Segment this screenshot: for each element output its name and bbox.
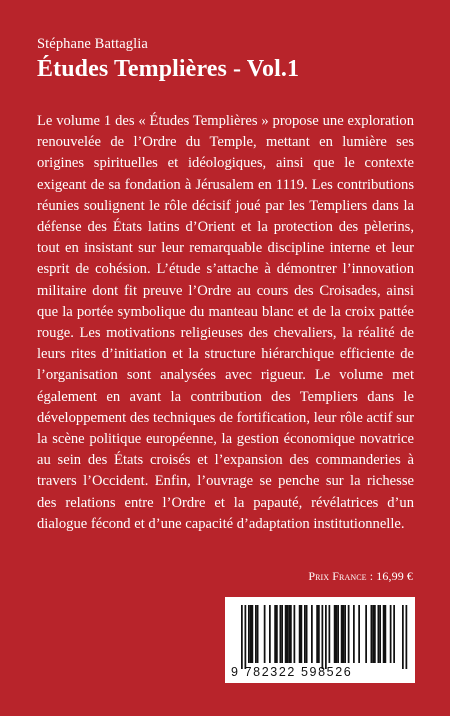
price-separator: : <box>366 569 377 583</box>
barcode-bar <box>318 605 320 663</box>
price-line <box>308 569 413 584</box>
barcode <box>225 597 415 683</box>
barcode-bar <box>257 605 259 663</box>
barcode-bar <box>287 605 289 663</box>
book-summary: Le volume 1 des « Études Templières » propose une exploration renouvelée de l’Ordre du Temple, mettant en lumière ses origines spirituelles et idéologiques, ainsi que le contexte exigeant de sa fondation à Jérusalem en 1119. Les contributions réunies soulignent le rôle décisif joué par les Templiers dans la défense des États latins d’Orient et la protection des pèlerins, tout en insistant sur leur remarquable discipline interne et leur esprit de cohésion. L’étude s’attache à démontrer l’innovation militaire dont fit preuve l’Ordre au cours des Croisades, ainsi que la portée symbolique du manteau blanc et de la croix pattée rouge. Les motivations religieuses des chevaliers, la réalité de leurs rites d’initiation et la structure hiérarchique efficiente de l’organisation sont analysées avec rigueur. Le volume met également en avant la contribution des Templiers dans le développement des techniques de fortification, leur rôle actif sur la scène politique européenne, la gestion économique novatrice au sein des États croisés et l’expansion des commanderies à travers l’Occident. Enfin, l’ouvrage se penche sur la richesse des relations entre l’Ordre et la papauté, révélatrices d’un dialogue fécond et d’une capacité d’adaptation institutionnelle. <box>37 113 414 532</box>
author-name: Stéphane Battaglia <box>37 36 148 52</box>
barcode-number: 9 782322 598526 <box>231 665 353 679</box>
barcode-bar <box>344 605 346 663</box>
barcode-bar <box>322 605 324 669</box>
barcode-bar <box>379 605 381 663</box>
barcode-bar <box>374 605 376 663</box>
barcode-bar <box>290 605 292 663</box>
barcode-bar <box>329 605 331 663</box>
barcode-bar <box>365 605 367 663</box>
barcode-bar <box>353 605 355 663</box>
barcode-bar <box>371 605 373 663</box>
barcode-bar <box>316 605 318 663</box>
barcode-bar <box>311 605 313 663</box>
barcode-bar <box>306 605 308 663</box>
barcode-bar <box>294 605 296 663</box>
barcode-bar <box>241 605 243 669</box>
barcode-bar <box>245 605 247 669</box>
barcode-bar <box>285 605 287 663</box>
barcode-bar <box>301 605 303 663</box>
barcode-bar <box>348 605 350 663</box>
barcode-bar <box>264 605 266 663</box>
barcode-bar <box>343 605 345 663</box>
barcode-bar <box>281 605 283 663</box>
book-title: Études Templières - Vol.1 <box>37 56 300 82</box>
barcode-bar <box>276 605 278 663</box>
barcode-bar <box>248 605 250 663</box>
barcode-bar <box>385 605 387 663</box>
barcode-bar <box>252 605 254 663</box>
price-amount: 16,99 € <box>376 569 413 583</box>
barcode-bar <box>378 605 380 663</box>
barcode-bar <box>406 605 408 669</box>
barcode-bar <box>288 605 290 663</box>
barcode-bar <box>390 605 392 663</box>
barcode-bar <box>334 605 336 663</box>
barcode-bar <box>341 605 343 663</box>
barcode-bar <box>299 605 301 663</box>
barcode-bar <box>358 605 360 663</box>
barcode-bar <box>383 605 385 663</box>
barcode-bar <box>372 605 374 663</box>
barcode-bar <box>269 605 271 663</box>
barcode-bar <box>304 605 306 663</box>
barcode-bar <box>336 605 338 663</box>
barcode-bar <box>250 605 252 663</box>
barcode-bar <box>402 605 404 669</box>
barcode-bar <box>393 605 395 663</box>
barcode-bar <box>274 605 276 663</box>
barcode-bar <box>255 605 257 663</box>
barcode-bar <box>280 605 282 663</box>
barcode-bar <box>325 605 327 669</box>
price-label: Prix France <box>308 569 367 583</box>
barcode-bar <box>337 605 339 663</box>
